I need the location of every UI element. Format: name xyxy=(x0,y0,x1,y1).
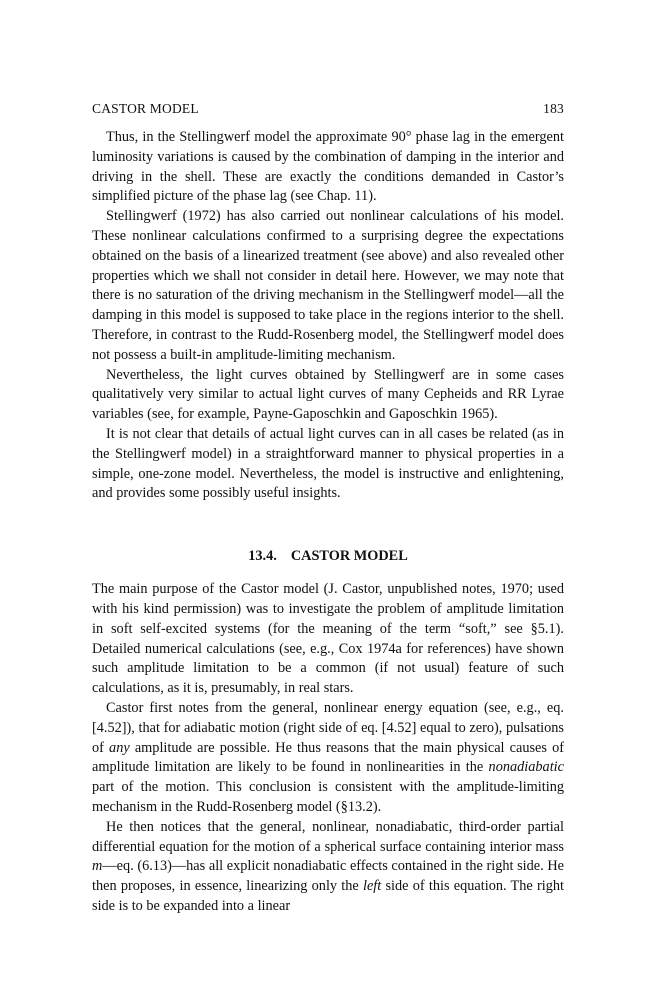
section-number: 13.4. xyxy=(248,548,277,565)
text-segment: amplitude are possible. He thus reasons that the main physical causes of amplitude limitation are likely to be found in nonlinearities in the xyxy=(92,739,565,776)
italic-text: m xyxy=(92,858,103,875)
text-segment: He then notices that the general, nonlinear, nonadiabatic, third-order partial differential equation for the motion of a spherical surface containing interior mass xyxy=(92,818,564,855)
running-head-title: CASTOR MODEL xyxy=(92,101,199,116)
italic-text: nonadiabatic xyxy=(488,759,564,776)
paragraph xyxy=(92,366,564,425)
section-heading xyxy=(92,546,564,566)
text-segment: side of this equation. The right side is to be expanded into a linear xyxy=(92,878,564,914)
text-segment: Stellingwerf (1972) has also carried out nonlinear calculations of his model. These nonlinear calculations confirmed to a surprising degree the expectations obtained on the basis of a linearized treatment (see above) and also revealed other properties which we shall not consider in detail here. However, we may note that there is no saturation of the driving mechanism in the Stellingwerf model—all the damping in this model is supposed to take place in the regions interior to the shell. Therefore, in contrast to the Rudd-Rosenberg model, the Stellingwerf model does not possess a built-in amplitude-limiting mechanism. xyxy=(92,208,564,363)
paragraph xyxy=(92,207,564,365)
paragraph xyxy=(92,699,564,818)
paragraph xyxy=(92,128,564,207)
running-head xyxy=(92,100,564,118)
paragraph xyxy=(92,580,564,699)
text-segment: Thus, in the Stellingwerf model the approximate 90° phase lag in the emergent luminosity variations is caused by the combination of damping in the interior and driving in the shell. These are exactly the conditions demanded in Castor’s simplified picture of the phase lag (see Chap. 11). xyxy=(92,129,564,205)
section-title: CASTOR MODEL xyxy=(290,548,408,565)
page-number: 183 xyxy=(543,101,564,116)
paragraph xyxy=(92,425,564,504)
body-text-before-section xyxy=(92,128,564,504)
text-segment: Castor first notes from the general, nonlinear energy equation (see, e.g., eq. [4.52]), that for adiabatic motion (right side of eq. [4.52] equal to zero), pulsations of xyxy=(92,699,564,756)
italic-text: left xyxy=(362,878,382,895)
text-segment: It is not clear that details of actual light curves can in all cases be related (as in the Stellingwerf model) in a straightforward manner to physical properties in a simple, one-zone model. Nevertheless, the model is instructive and enlightening, and provides some possibly useful insights. xyxy=(92,425,564,502)
text-segment: Nevertheless, the light curves obtained by Stellingwerf are in some cases qualitatively very similar to actual light curves of many Cepheids and RR Lyrae variables (see, for example, Payne-Gaposchkin and Gaposchkin 1965). xyxy=(92,366,564,423)
text-segment: The main purpose of the Castor model (J. Castor, unpublished notes, 1970; used with his kind permission) was to investigate the problem of amplitude limitation in soft self-excited systems (for the meaning of the term “soft,” see §5.1). Detailed numerical calculations (see, e.g., Cox 1974a for references) have shown such amplitude limitation to be a common (if not usual) feature of such calculations, as it is, presumably, in real stars. xyxy=(92,581,564,697)
paragraph xyxy=(92,818,564,917)
italic-text: any xyxy=(109,739,130,756)
book-page xyxy=(92,100,564,917)
text-segment: part of the motion. This conclusion is consistent with the amplitude-limiting mechanism in the Rudd-Rosenberg model (§13.2). xyxy=(92,779,564,815)
body-text-after-section xyxy=(92,580,564,917)
text-segment: —eq. (6.13)—has all explicit nonadiabatic effects contained in the right side. He then proposes, in essence, linearizing only the xyxy=(92,858,564,895)
